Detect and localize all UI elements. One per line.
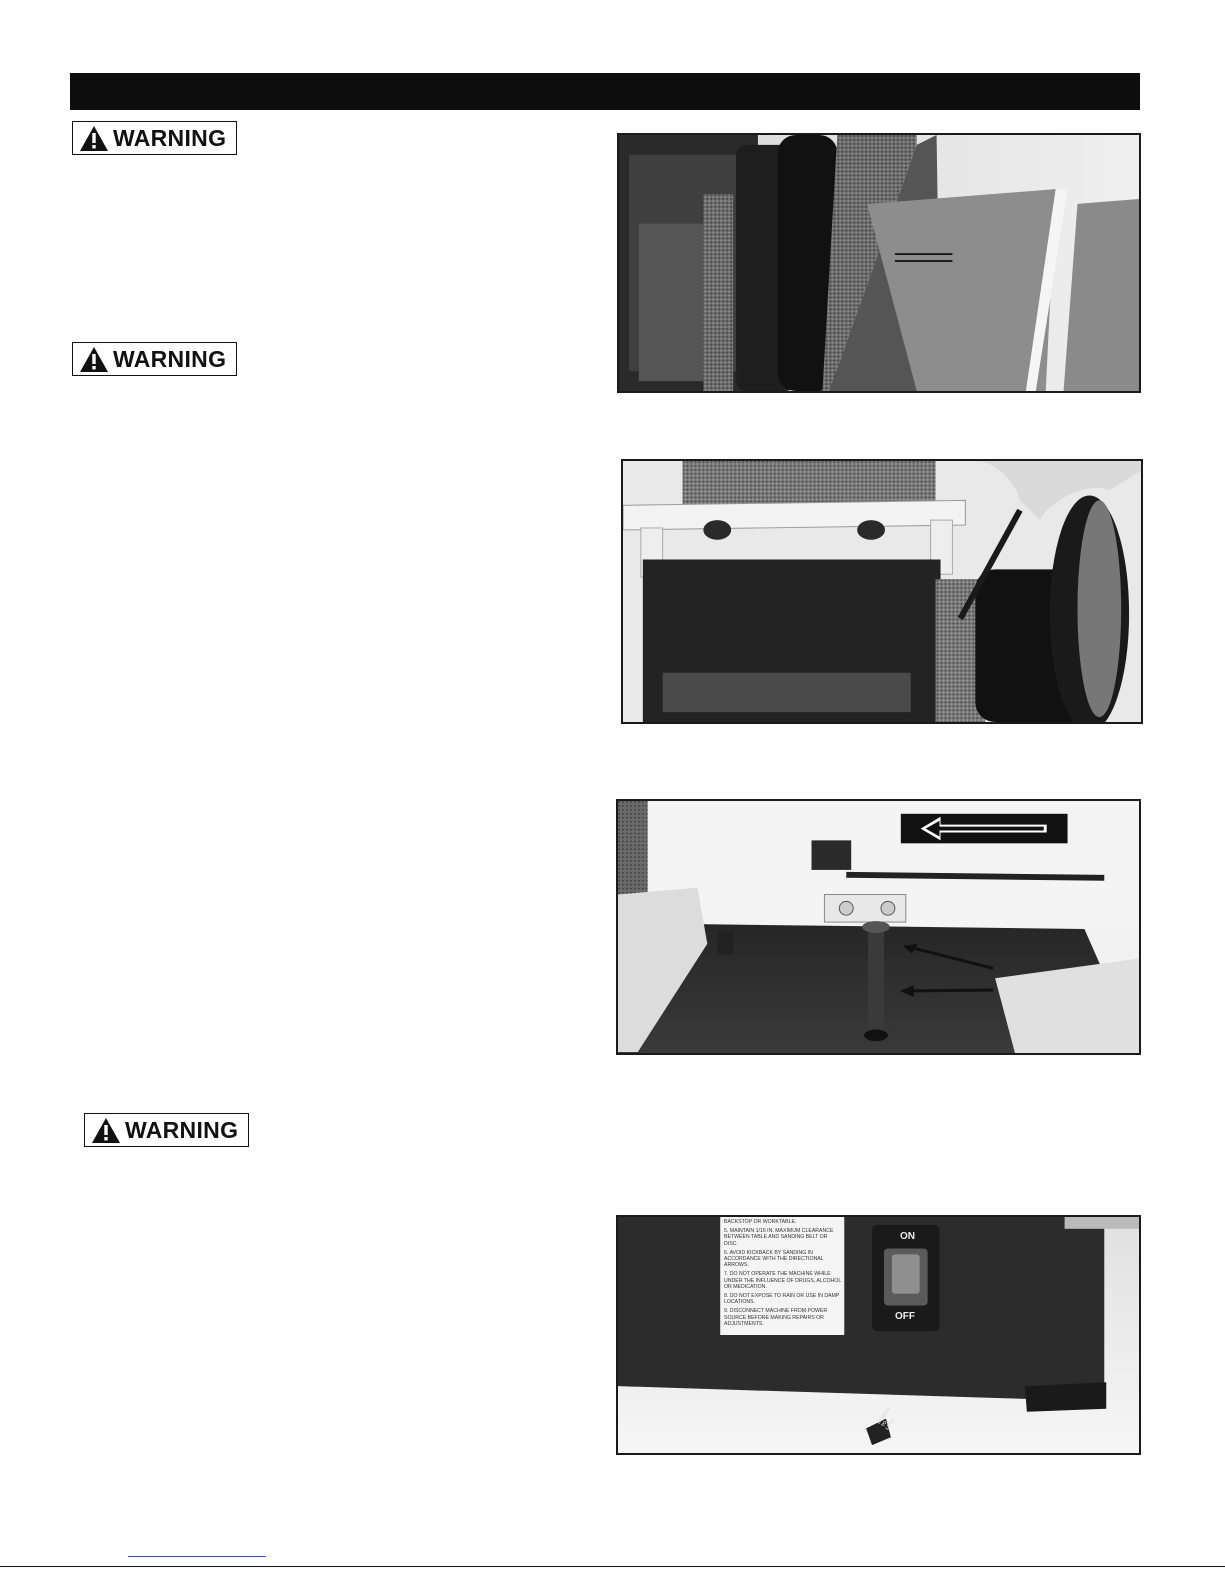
photo-belt-adjustment <box>621 459 1143 724</box>
warning-label: WARNING <box>113 124 227 151</box>
section-header-bar <box>70 73 1140 110</box>
safety-key-text: REMOVE TO LOCK <box>876 1406 896 1431</box>
safety-label-line: 7. DO NOT OPERATE THE MACHINE WHILE UNDER THE INFLUENCE OF DRUGS, ALCOHOL OR MEDICATION. <box>724 1271 842 1290</box>
warning-triangle-icon <box>91 1117 121 1144</box>
warning-triangle-icon <box>79 125 109 152</box>
safety-label-line: 8. DO NOT EXPOSE TO RAIN OR USE IN DAMP LOCATIONS. <box>724 1293 840 1306</box>
switch-off-text: OFF <box>895 1311 915 1322</box>
footer-rule <box>0 1566 1225 1567</box>
footer-link-underline <box>128 1556 266 1557</box>
warning-badge-1 <box>72 121 237 155</box>
warning-badge-2 <box>72 342 237 376</box>
warning-label: WARNING <box>125 1116 239 1143</box>
safety-label-line: 6. AVOID KICKBACK BY SANDING IN ACCORDANCE WITH THE DIRECTIONAL ARROWS. <box>724 1249 824 1269</box>
photo-power-switch <box>616 1215 1141 1455</box>
safety-label-line: 9. DISCONNECT MACHINE FROM POWER SOURCE BEFORE MAKING REPAIRS OR ADJUSTMENTS. <box>724 1308 828 1327</box>
photo-disc-table-clearance <box>617 133 1141 393</box>
warning-triangle-icon <box>79 346 109 373</box>
safety-label-line: 5. MAINTAIN 1/16 IN. MAXIMUM CLEARANCE BETWEEN TABLE AND SANDING BELT OR DISC. <box>724 1228 834 1247</box>
photo-table-mount <box>616 799 1141 1055</box>
warning-badge-3 <box>84 1113 249 1147</box>
switch-on-text: ON <box>900 1231 915 1242</box>
safety-label-sticker <box>724 1219 842 1327</box>
warning-label: WARNING <box>113 345 227 372</box>
safety-label-line: BACKSTOP OR WORKTABLE. <box>724 1219 797 1225</box>
